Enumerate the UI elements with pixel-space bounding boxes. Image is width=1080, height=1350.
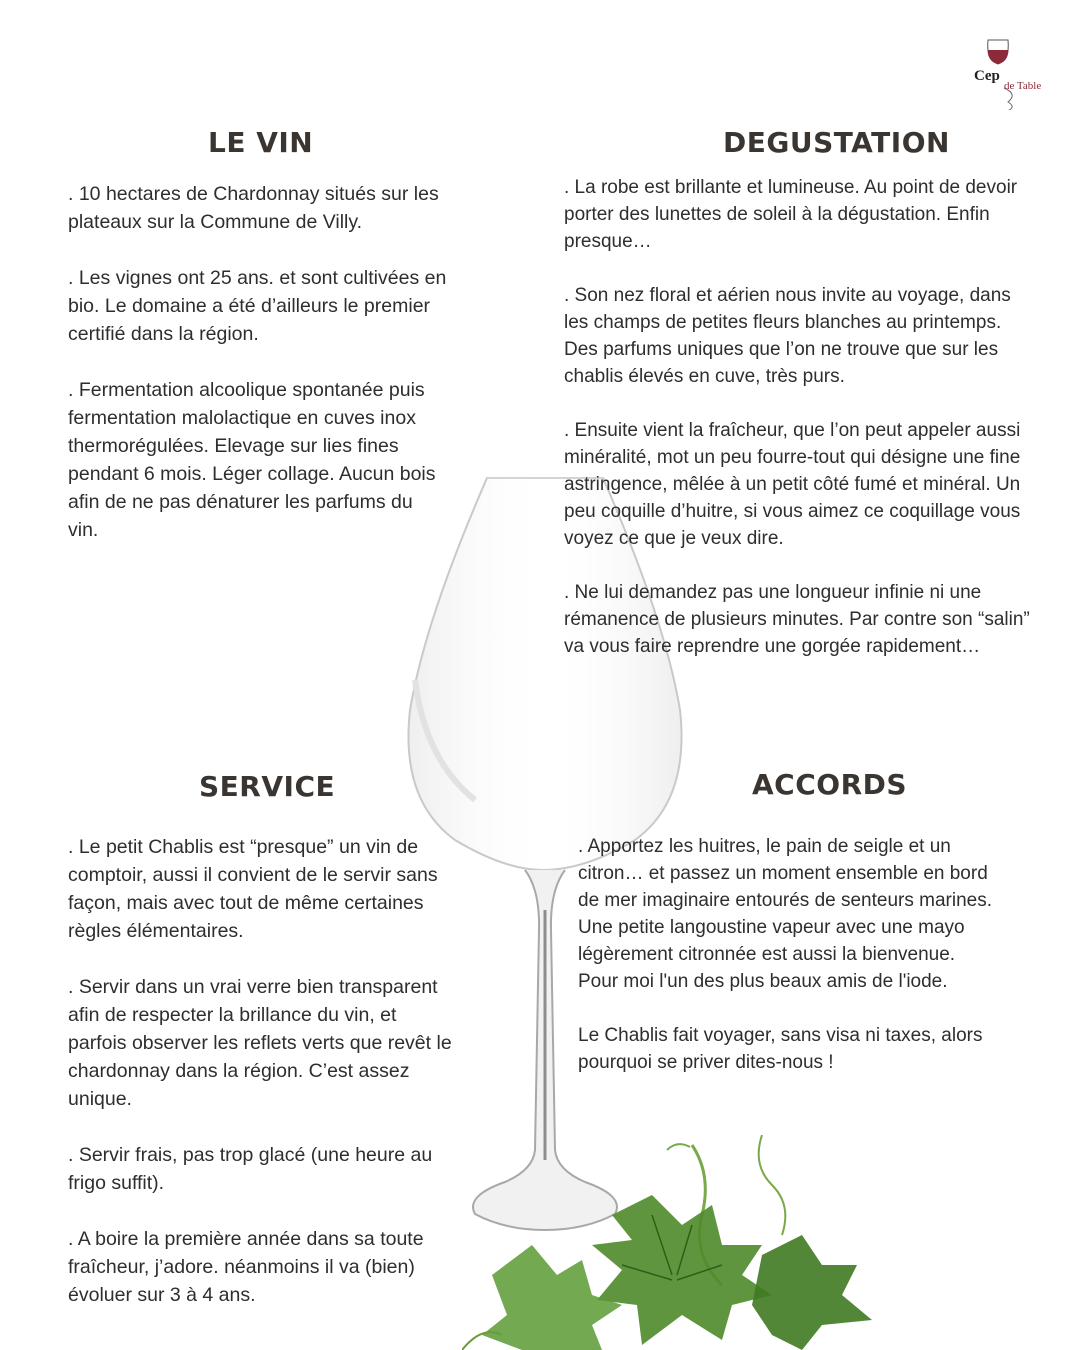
section-service xyxy=(68,833,460,1337)
paragraph: . Servir dans un vrai verre bien transparent afin de respecter la brillance du vin, et parfois observer les reflets verts que revêt le chardonnay dans la région. C’est assez unique. xyxy=(68,976,452,1110)
brand-name: Cep xyxy=(974,68,1000,84)
paragraph: . Apportez les huitres, le pain de seigle et un citron… et passez un moment ensemble en bord de mer imaginaire entourés de senteurs marines. Une petite langoustine vapeur avec une mayo légèrement citronnée est aussi la bienvenue. Pour moi l'un des plus beaux amis de l'iode. xyxy=(578,836,992,992)
paragraph: . 10 hectares de Chardonnay situés sur les plateaux sur la Commune de Villy. xyxy=(68,183,439,233)
brand-sub: de Table xyxy=(1004,80,1042,92)
paragraph: . Le petit Chablis est “presque” un vin de comptoir, aussi il convient de le servir sans façon, mais avec tout de même certaines règles élémentaires. xyxy=(68,836,438,942)
paragraph: Le Chablis fait voyager, sans visa ni taxes, alors pourquoi se priver dites-nous ! xyxy=(578,1025,983,1073)
vine-leaves-icon xyxy=(462,1135,882,1350)
paragraph: . Fermentation alcoolique spontanée puis fermentation malolactique en cuves inox thermorégulées. Elevage sur lies fines pendant 6 mois. Léger collage. Aucun bois afin de ne pas dénaturer les parfums du vin. xyxy=(68,379,436,541)
brand-logo xyxy=(968,38,1052,110)
section-le-vin xyxy=(68,180,448,572)
paragraph: . Ensuite vient la fraîcheur, que l’on peut appeler aussi minéralité, mot un peu fourre-tout qui désigne une fine astringence, mêlée à un petit côté fumé et minéral. Un peu coquille d’huitre, si vous aimez ce coquillage vous voyez ce que je veux dire. xyxy=(564,420,1021,549)
paragraph: . Ne lui demandez pas une longueur infinie ni une rémanence de plusieurs minutes. Par contre son “salin” va vous faire reprendre une gorgée rapidement… xyxy=(564,582,1030,657)
heading-accords: ACCORDS xyxy=(752,768,908,801)
section-degustation xyxy=(564,174,1040,687)
paragraph: . Les vignes ont 25 ans. et sont cultivées en bio. Le domaine a été d’ailleurs le premier certifié dans la région. xyxy=(68,267,447,345)
paragraph: . A boire la première année dans sa toute fraîcheur, j’adore. néanmoins il va (bien) évoluer sur 3 à 4 ans. xyxy=(68,1228,424,1306)
heading-degustation: DEGUSTATION xyxy=(723,126,950,159)
paragraph: . Son nez floral et aérien nous invite au voyage, dans les champs de petites fleurs blanches au printemps. Des parfums uniques que l’on ne trouve que sur les chablis élevés en cuve, très purs. xyxy=(564,285,1011,387)
heading-service: SERVICE xyxy=(199,770,336,803)
paragraph: . La robe est brillante et lumineuse. Au point de devoir porter des lunettes de soleil à la dégustation. Enfin presque… xyxy=(564,177,1018,252)
heading-le-vin: LE VIN xyxy=(208,126,314,159)
paragraph: . Servir frais, pas trop glacé (une heure au frigo suffit). xyxy=(68,1144,433,1194)
section-accords xyxy=(578,833,998,1103)
